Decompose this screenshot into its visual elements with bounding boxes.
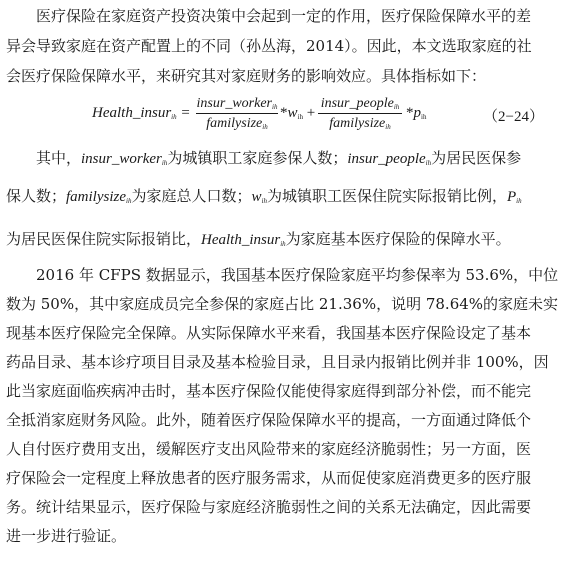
- fraction-people-denominator: familysize$_{ih}$: [329, 116, 391, 131]
- equation-2-24: [0, 94, 568, 138]
- equation-weight-p: $*p_{ih}$: [406, 105, 427, 121]
- paragraph-1-line-1: 医疗保险在家庭资产投资决策中会起到一定的作用，医疗保险保障水平的差: [36, 7, 532, 25]
- definitions-line-1: 其中，insur_worker$_{ih}$为城镇职工家庭参保人数；insur_people$_{ih}$为居民医保参: [36, 149, 522, 167]
- fraction-worker-denominator: familysize$_{ih}$: [206, 116, 268, 131]
- paragraph-2-line-3: 现基本医疗保险完全保障。从实际保障水平来看，我国基本医疗保险设定了基本: [6, 324, 532, 342]
- paragraph-1-line-2: 异会导致家庭在资产配置上的不同（孙丛海，2014）。因此，本文选取家庭的社: [6, 37, 532, 55]
- fraction-people-numerator: insur_people$_{ih}$: [320, 96, 400, 111]
- equation-weight-w: $*w_{ih}$ +: [280, 105, 316, 121]
- paragraph-2-line-6: 全抵消家庭财务风险。此外，随着医疗保险保障水平的提高，一方面通过降低个: [6, 411, 532, 429]
- definitions-line-2: 保人数；familysize$_{ih}$为家庭总人口数；$w_{ih}$为城镇职工医保住院实际报销比例，$P_{ih}$: [6, 187, 522, 205]
- fraction-worker-numerator: insur_worker$_{ih}$: [196, 96, 278, 111]
- paragraph-2-line-5: 此当家庭面临疾病冲击时，基本医疗保险仅能使得家庭得到部分补偿，而不能完: [6, 382, 532, 400]
- fraction-people: [318, 94, 402, 133]
- paragraph-2-line-7: 人自付医疗费用支出，缓解医疗支出风险带来的家庭经济脆弱性；另一方面，医: [6, 440, 532, 458]
- equation-lhs: Health_insur$_{ih}$ =: [92, 105, 191, 121]
- paragraph-1-line-3: 会医疗保险保障水平，来研究其对家庭财务的影响效应。具体指标如下：: [6, 67, 487, 85]
- definitions-line-3: 为居民医保住院实际报销比，Health_insur$_{ih}$为家庭基本医疗保险的保障水平。: [6, 230, 511, 248]
- paragraph-2-line-8: 疗保险会一定程度上释放患者的医疗服务需求，从而促使家庭消费更多的医疗服: [6, 469, 532, 487]
- paragraph-2-line-1: 2016 年 CFPS 数据显示，我国基本医疗保险家庭平均参保率为 53.6%，中位: [36, 266, 559, 284]
- paragraph-2-line-10: 进一步进行验证。: [6, 527, 127, 545]
- fraction-worker: [196, 94, 278, 133]
- equation-number: （2−24）: [483, 109, 544, 125]
- paragraph-2-line-4: 药品目录、基本诊疗项目目录及基本检验目录，且目录内报销比例并非 100%，因: [6, 353, 549, 371]
- paragraph-2-line-2: 数为 50%，其中家庭成员完全参保的家庭占比 21.36%，说明 78.64%的家庭未实: [6, 295, 559, 313]
- paragraph-2-line-9: 务。统计结果显示，医疗保险与家庭经济脆弱性之间的关系无法确定，因此需要: [6, 498, 532, 516]
